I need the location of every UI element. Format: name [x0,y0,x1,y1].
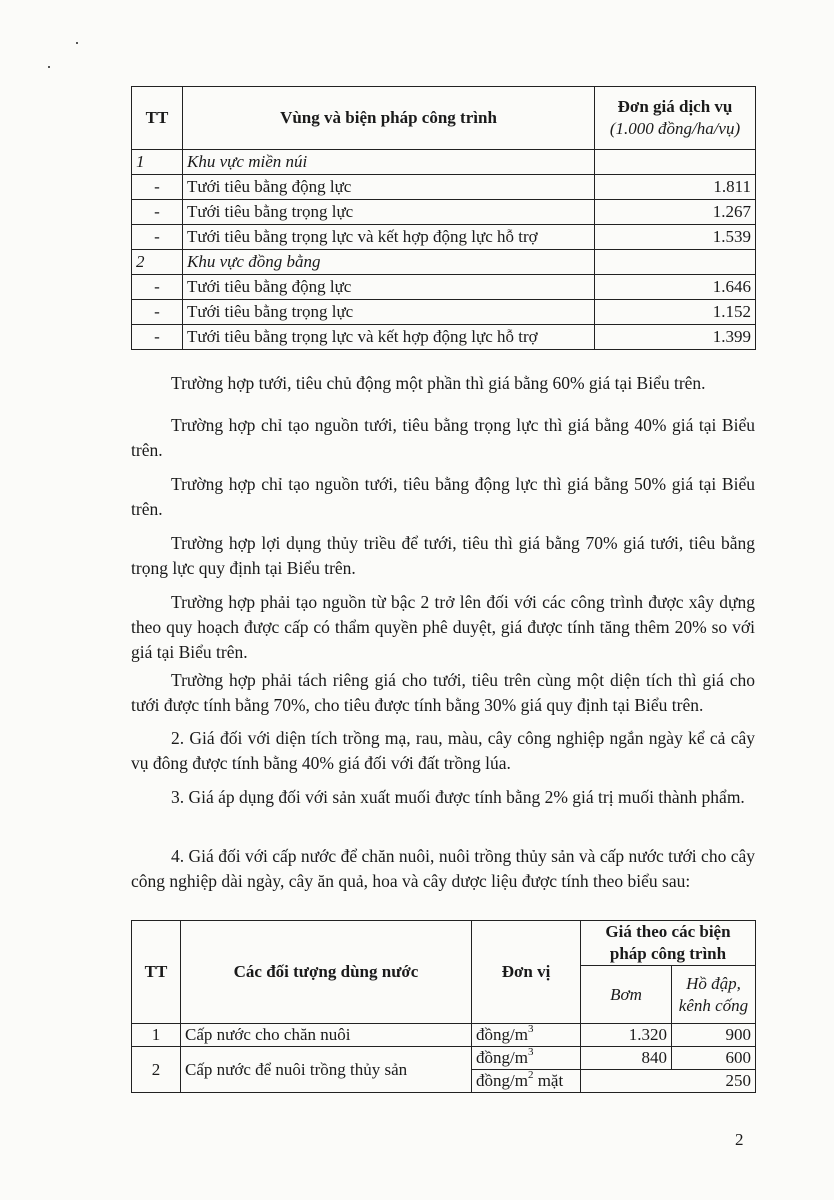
table-row [132,325,756,350]
row-tt: - [132,300,183,325]
row-name: Khu vực miền núi [183,150,595,175]
header-pump: Bơm [581,966,672,1024]
row-value: 1.539 [595,225,756,250]
water-supply-price-table [131,920,756,1093]
paragraph [131,785,755,810]
row-unit [472,1070,581,1093]
row-tt: - [132,325,183,350]
unit-text: đồng/m [476,1071,528,1090]
row-dam-price: 600 [672,1047,756,1070]
paragraph [131,413,755,463]
row-tt: 2 [132,1047,181,1093]
header-price-unit: (1.000 đồng/ha/vụ) [609,119,741,138]
row-unit [472,1047,581,1070]
row-tt: 1 [132,150,183,175]
row-tt: 1 [132,1024,181,1047]
paragraph [131,590,755,665]
unit-exponent: 2 [527,1069,534,1082]
row-name: Tưới tiêu bằng động lực [183,275,595,300]
paragraph-text: 3. Giá áp dụng đối với sản xuất muối được tính bằng 2% giá trị muối thành phẩm. [171,787,745,807]
table-row [132,1047,756,1070]
row-value: 1.267 [595,200,756,225]
row-tt: - [132,200,183,225]
paragraph [131,726,755,776]
header-unit: Đơn vị [472,921,581,1024]
row-name: Tưới tiêu bằng trọng lực và kết hợp động lực hỗ trợ [183,225,595,250]
table-row [132,275,756,300]
row-value: 1.399 [595,325,756,350]
row-pump-price: 1.320 [581,1024,672,1047]
row-name: Khu vực đồng bằng [183,250,595,275]
row-value: 1.646 [595,275,756,300]
page-number: 2 [735,1130,744,1149]
scan-speck [48,66,50,68]
header-region-measure: Vùng và biện pháp công trình [183,87,595,150]
row-value [595,150,756,175]
row-tt: - [132,275,183,300]
table-row [132,250,756,275]
row-value [595,250,756,275]
table-row [132,175,756,200]
header-price-label: Đơn giá dịch vụ [617,97,733,116]
table-row [132,1024,756,1047]
paragraph [131,668,755,718]
header-water-users: Các đối tượng dùng nước [181,921,472,1024]
paragraph-text: Trường hợp lợi dụng thủy triều để tưới, tiêu thì giá bằng 70% giá tưới, tiêu bằng trọng lực quy định tại Biểu trên. [131,533,755,578]
paragraph [131,531,755,581]
unit-suffix: mặt [533,1071,564,1090]
paragraph-text: Trường hợp phải tạo nguồn từ bậc 2 trở lên đối với các công trình được xây dựng theo quy hoạch được cấp có thẩm quyền phê duyệt, giá được tính tăng thêm 20% so với giá tại Biểu trên. [131,592,755,662]
paragraph-text: Trường hợp phải tách riêng giá cho tưới, tiêu trên cùng một diện tích thì giá cho tưới được tính bằng 70%, cho tiêu được tính bằng 30% giá quy định tại Biểu trên. [131,670,755,715]
paragraph-text: 2. Giá đối với diện tích trồng mạ, rau, màu, cây công nghiệp ngắn ngày kể cả cây vụ đông được tính bằng 40% giá đối với đất trồng lúa. [131,728,755,773]
table-row [132,300,756,325]
row-tt: 2 [132,250,183,275]
paragraph [131,844,755,894]
row-pump-price: 840 [581,1047,672,1070]
unit-exponent: 3 [527,1046,534,1059]
row-dam-price: 900 [672,1024,756,1047]
header-tt: TT [132,921,181,1024]
row-value: 1.152 [595,300,756,325]
unit-text: đồng/m [476,1048,528,1067]
table-row [132,225,756,250]
unit-text: đồng/m [476,1025,528,1044]
irrigation-price-table [131,86,756,350]
header-service-price [595,87,756,150]
header-tt: TT [132,87,183,150]
row-name: Tưới tiêu bằng trọng lực và kết hợp động lực hỗ trợ [183,325,595,350]
row-name: Tưới tiêu bằng động lực [183,175,595,200]
table-row [132,200,756,225]
paragraph [131,371,755,396]
row-object: Cấp nước để nuôi trồng thủy sản [181,1047,472,1093]
row-name: Tưới tiêu bằng trọng lực [183,300,595,325]
row-name: Tưới tiêu bằng trọng lực [183,200,595,225]
paragraph-text: 4. Giá đối với cấp nước để chăn nuôi, nuôi trồng thủy sản và cấp nước tưới cho cây công nghiệp dài ngày, cây ăn quả, hoa và cây dược liệu được tính theo biểu sau: [131,846,755,891]
row-object: Cấp nước cho chăn nuôi [181,1024,472,1047]
scan-speck [76,42,78,44]
paragraph-text: Trường hợp tưới, tiêu chủ động một phần thì giá bằng 60% giá tại Biểu trên. [171,373,706,393]
row-tt: - [132,175,183,200]
table-header-row [132,87,756,150]
paragraph [131,472,755,522]
row-value: 1.811 [595,175,756,200]
header-dam-canal: Hồ đập, kênh cống [672,966,756,1024]
row-unit [472,1024,581,1047]
row-dam-price: 250 [581,1070,756,1093]
paragraph-text: Trường hợp chỉ tạo nguồn tưới, tiêu bằng động lực thì giá bằng 50% giá tại Biểu trên. [131,474,755,519]
table-row [132,150,756,175]
unit-exponent: 3 [527,1023,534,1036]
row-tt: - [132,225,183,250]
header-price-by-measure: Giá theo các biện pháp công trình [581,921,756,966]
paragraph-text: Trường hợp chỉ tạo nguồn tưới, tiêu bằng trọng lực thì giá bằng 40% giá tại Biểu trên. [131,415,755,460]
table-header-row [132,921,756,966]
